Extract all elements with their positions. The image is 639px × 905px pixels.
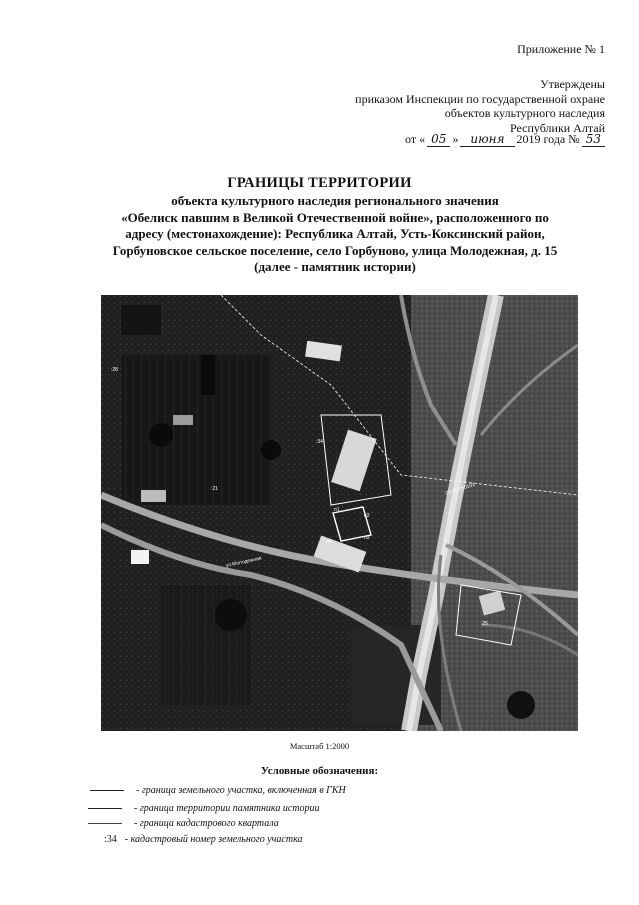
quarter-number-label: 04:08:050101: [444, 481, 476, 497]
order-date-line: [405, 132, 605, 147]
legend-text: - кадастровый номер земельного участка: [124, 834, 303, 845]
legend-text: - граница территории памятника истории: [134, 803, 320, 814]
subtitle-line: «Обелиск павшим в Великой Отечественной войне», расположенного по: [121, 209, 549, 225]
order-number: 53: [582, 132, 605, 147]
legend-text: - граница земельного участка, включенная в ГКН: [136, 785, 346, 796]
point-label: п2: [364, 513, 370, 519]
order-year: 2019 года №: [516, 132, 580, 146]
legend-title: Условные обозначения:: [260, 765, 379, 777]
subtitle-line: Горбуновское сельское поселение, село Горбуново, улица Молодежная, д. 15: [112, 242, 558, 258]
point-label: п1: [334, 507, 340, 513]
legend-item: [88, 803, 320, 814]
approval-line: приказом Инспекции по государственной охране: [355, 91, 605, 106]
order-mid: »: [452, 132, 459, 146]
subtitle-line: (далее - памятник истории): [254, 259, 416, 274]
plot-boundary-line-symbol: [90, 790, 124, 791]
satellite-map-image: [101, 295, 578, 731]
quarter-boundary-line-symbol: [88, 823, 122, 824]
point-label: п3: [364, 535, 370, 541]
document-subtitle: [70, 193, 600, 276]
legend-text: - граница кадастрового квартала: [134, 818, 279, 829]
legend-item: [104, 834, 303, 845]
monument-boundary-line-symbol: [88, 808, 122, 809]
legend-item: [90, 785, 346, 796]
subtitle-line: адресу (местонахождение): Республика Алтай, Усть-Коксинский район,: [125, 226, 545, 241]
approval-line: объектов культурного наследия: [444, 106, 605, 120]
legend-code: :34: [104, 834, 117, 845]
legend-item: [88, 818, 279, 829]
satellite-map: [101, 295, 578, 731]
appendix-label: Приложение № 1: [517, 42, 605, 56]
street-label: ул.Молодежная: [225, 555, 263, 569]
lot-number-label: :28: [111, 367, 118, 373]
subtitle-line: объекта культурного наследия регионального значения: [171, 193, 499, 208]
lot-number-label: :21: [211, 486, 218, 492]
page-title: ГРАНИЦЫ ТЕРРИТОРИИ: [227, 175, 412, 191]
order-month: июня: [460, 132, 514, 147]
approval-block: [355, 77, 605, 135]
lot-number-label: :34: [316, 439, 323, 445]
lot-number-label: :25: [481, 621, 488, 627]
approval-line: Республики Алтай: [510, 120, 605, 135]
order-day: 05: [427, 132, 450, 147]
approval-line: Утверждены: [540, 77, 605, 91]
point-label: п4: [326, 539, 332, 545]
order-prefix: от «: [405, 132, 426, 146]
map-scale: Масштаб 1:2000: [289, 741, 350, 751]
